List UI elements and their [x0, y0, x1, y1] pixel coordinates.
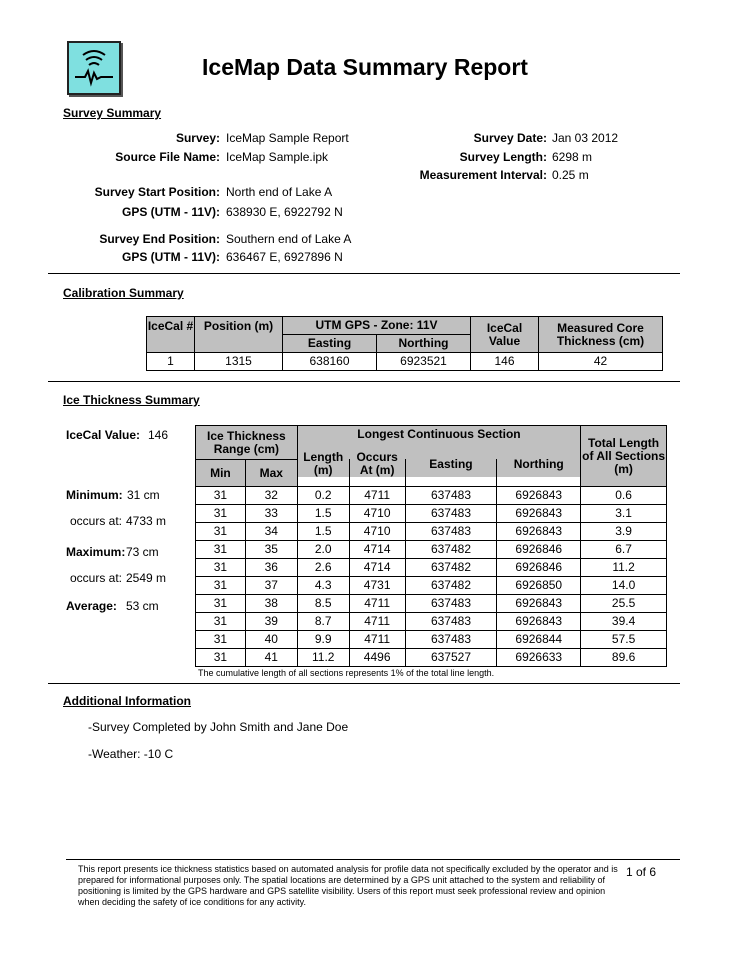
- table-cell: 4711: [349, 595, 405, 613]
- footer-divider: [66, 859, 680, 860]
- table-cell: 6926843: [497, 523, 581, 541]
- table-cell: 42: [539, 353, 663, 371]
- table-cell: 8.5: [297, 595, 349, 613]
- table-cell: 3.1: [581, 505, 667, 523]
- table-cell: 1.5: [297, 505, 349, 523]
- table-cell: 6926843: [497, 487, 581, 505]
- ice-sonar-icon: [67, 41, 121, 95]
- ice-thickness-summary-heading: Ice Thickness Summary: [63, 393, 200, 407]
- table-cell: 1: [147, 353, 195, 371]
- table-cell: 31: [196, 631, 246, 649]
- col-easting-header: Easting: [283, 335, 377, 353]
- measurement-interval-label: Measurement Interval:: [419, 168, 547, 182]
- table-cell: 89.6: [581, 649, 667, 667]
- table-cell: 637483: [405, 613, 497, 631]
- table-cell: 4496: [349, 649, 405, 667]
- table-cell: 637527: [405, 649, 497, 667]
- table-row: [196, 487, 667, 505]
- survey-summary-heading: Survey Summary: [63, 106, 162, 120]
- table-cell: 4.3: [297, 577, 349, 595]
- table-cell: 2.6: [297, 559, 349, 577]
- table-cell: 4711: [349, 487, 405, 505]
- table-cell: 6926846: [497, 559, 581, 577]
- table-cell: 14.0: [581, 577, 667, 595]
- survey-length-value: 6298 m: [552, 150, 593, 164]
- col-position-header: Position (m): [195, 317, 283, 353]
- minimum-occurs-value: 4733 m: [126, 514, 167, 528]
- table-cell: 11.2: [581, 559, 667, 577]
- table-cell: 6926843: [497, 505, 581, 523]
- table-cell: 4731: [349, 577, 405, 595]
- start-gps-value: 638930 E, 6922792 N: [226, 205, 343, 219]
- table-cell: 34: [245, 523, 297, 541]
- table-row: [196, 523, 667, 541]
- end-position-label: Survey End Position:: [99, 232, 220, 246]
- table-cell: 39: [245, 613, 297, 631]
- table-cell: 637483: [405, 487, 497, 505]
- table-cell: 637483: [405, 595, 497, 613]
- table-cell: 8.7: [297, 613, 349, 631]
- table-cell: 37: [245, 577, 297, 595]
- table-cell: 6926850: [497, 577, 581, 595]
- table-cell: 31: [196, 595, 246, 613]
- calibration-table: [146, 316, 663, 371]
- end-gps-label: GPS (UTM - 11V):: [121, 250, 220, 264]
- table-row: [196, 541, 667, 559]
- table-cell: 6926843: [497, 613, 581, 631]
- table-cell: 637483: [405, 631, 497, 649]
- minimum-occurs-label: occurs at:: [70, 514, 123, 528]
- survey-length-label: Survey Length:: [459, 150, 547, 164]
- table-cell: 0.6: [581, 487, 667, 505]
- table-cell: 6926843: [497, 595, 581, 613]
- table-cell: 33: [245, 505, 297, 523]
- maximum-occurs-label: occurs at:: [70, 571, 123, 585]
- icecal-value-label: IceCal Value:: [66, 428, 141, 442]
- table-cell: 637483: [405, 523, 497, 541]
- table-cell: 31: [196, 577, 246, 595]
- col-utm-header: UTM GPS - Zone: 11V: [283, 317, 471, 335]
- table-cell: 4710: [349, 505, 405, 523]
- table-row: [196, 577, 667, 595]
- source-file-value: IceMap Sample.ipk: [226, 150, 329, 164]
- col-occurs-header: Occurs At (m): [349, 451, 405, 478]
- table-row: [196, 649, 667, 667]
- minimum-value: 31 cm: [127, 488, 160, 502]
- table-cell: 637482: [405, 541, 497, 559]
- icecal-value: 146: [148, 428, 169, 442]
- table-row: [196, 613, 667, 631]
- col-max-header: Max: [245, 460, 297, 487]
- col-northing-header: Northing: [377, 335, 471, 353]
- table-cell: 146: [471, 353, 539, 371]
- table-cell: 4714: [349, 541, 405, 559]
- table-row: [196, 505, 667, 523]
- table-row: [196, 595, 667, 613]
- maximum-value: 73 cm: [126, 545, 159, 559]
- table-cell: 31: [196, 523, 246, 541]
- table-cell: 6926846: [497, 541, 581, 559]
- col-core-thickness-header: Measured Core Thickness (cm): [539, 317, 663, 353]
- col-icecal-value-header: IceCal Value: [471, 317, 539, 353]
- end-gps-value: 636467 E, 6927896 N: [226, 250, 343, 264]
- table-cell: 6923521: [377, 353, 471, 371]
- col-easting-header: Easting: [405, 451, 497, 478]
- table-cell: 31: [196, 487, 246, 505]
- survey-value: IceMap Sample Report: [226, 131, 349, 145]
- footer-disclaimer: This report presents ice thickness statistics based on automated analysis for profile data not specifically excluded by the operator and is prepared for informational purposes only. The spatial locations are determined by a GPS unit attached to the system and reliability of positioning is limited by the GPS hardware and GPS satellite visibility. Users of this report must seek professional review and opinion when deciding the safety of ice conditions for any activity.: [78, 864, 618, 907]
- table-cell: 11.2: [297, 649, 349, 667]
- survey-label: Survey:: [175, 131, 220, 145]
- col-range-header: Ice Thickness Range (cm): [196, 426, 298, 460]
- table-cell: 41: [245, 649, 297, 667]
- table-cell: 35: [245, 541, 297, 559]
- average-label: Average:: [66, 599, 117, 613]
- survey-date-label: Survey Date:: [473, 131, 547, 145]
- average-value: 53 cm: [126, 599, 159, 613]
- table-cell: 637482: [405, 577, 497, 595]
- table-cell: 31: [196, 613, 246, 631]
- measurement-interval-value: 0.25 m: [552, 168, 589, 182]
- table-cell: 637483: [405, 505, 497, 523]
- page-number: 1 of 6: [626, 865, 657, 879]
- table-cell: 36: [245, 559, 297, 577]
- table-cell: 6.7: [581, 541, 667, 559]
- table-cell: 9.9: [297, 631, 349, 649]
- cumulative-note: The cumulative length of all sections represents 1% of the total line length.: [198, 668, 495, 678]
- survey-date-value: Jan 03 2012: [552, 131, 619, 145]
- table-row: [196, 631, 667, 649]
- col-length-header: Length (m): [297, 451, 349, 478]
- table-cell: 1.5: [297, 523, 349, 541]
- start-position-label: Survey Start Position:: [94, 185, 220, 199]
- table-cell: 39.4: [581, 613, 667, 631]
- table-cell: 31: [196, 559, 246, 577]
- additional-line-weather: -Weather: -10 C: [88, 747, 174, 761]
- table-cell: 31: [196, 541, 246, 559]
- col-min-header: Min: [196, 460, 246, 487]
- source-file-label: Source File Name:: [115, 150, 220, 164]
- table-cell: 40: [245, 631, 297, 649]
- table-cell: 3.9: [581, 523, 667, 541]
- table-cell: 4710: [349, 523, 405, 541]
- table-cell: 31: [196, 505, 246, 523]
- page-title: IceMap Data Summary Report: [202, 54, 528, 80]
- table-cell: 6926844: [497, 631, 581, 649]
- col-total-header: Total Length of All Sections (m): [581, 426, 667, 487]
- maximum-occurs-value: 2549 m: [126, 571, 167, 585]
- table-cell: 4714: [349, 559, 405, 577]
- table-cell: 4711: [349, 631, 405, 649]
- table-row: [196, 559, 667, 577]
- table-cell: 1315: [195, 353, 283, 371]
- table-cell: 4711: [349, 613, 405, 631]
- maximum-label: Maximum:: [66, 545, 126, 559]
- table-cell: 32: [245, 487, 297, 505]
- col-northing-header: Northing: [497, 451, 581, 478]
- minimum-label: Minimum:: [66, 488, 123, 502]
- col-icecal-header: IceCal #: [147, 317, 195, 353]
- divider: [48, 381, 680, 382]
- table-cell: 38: [245, 595, 297, 613]
- thickness-table-body: [196, 487, 667, 667]
- start-gps-label: GPS (UTM - 11V):: [121, 205, 220, 219]
- table-cell: 0.2: [297, 487, 349, 505]
- col-longest-header: Longest Continuous Section: [297, 426, 580, 460]
- additional-information-heading: Additional Information: [63, 694, 191, 708]
- additional-line-crew: -Survey Completed by John Smith and Jane Doe: [88, 720, 349, 734]
- table-cell: 637482: [405, 559, 497, 577]
- table-cell: 2.0: [297, 541, 349, 559]
- table-cell: 31: [196, 649, 246, 667]
- table-cell: 638160: [283, 353, 377, 371]
- thickness-table: [195, 425, 667, 667]
- divider: [48, 683, 680, 684]
- table-cell: 6926633: [497, 649, 581, 667]
- start-position-value: North end of Lake A: [226, 185, 333, 199]
- divider: [48, 273, 680, 274]
- table-row: [147, 353, 663, 371]
- table-cell: 57.5: [581, 631, 667, 649]
- end-position-value: Southern end of Lake A: [226, 232, 352, 246]
- table-cell: 25.5: [581, 595, 667, 613]
- calibration-summary-heading: Calibration Summary: [63, 286, 184, 300]
